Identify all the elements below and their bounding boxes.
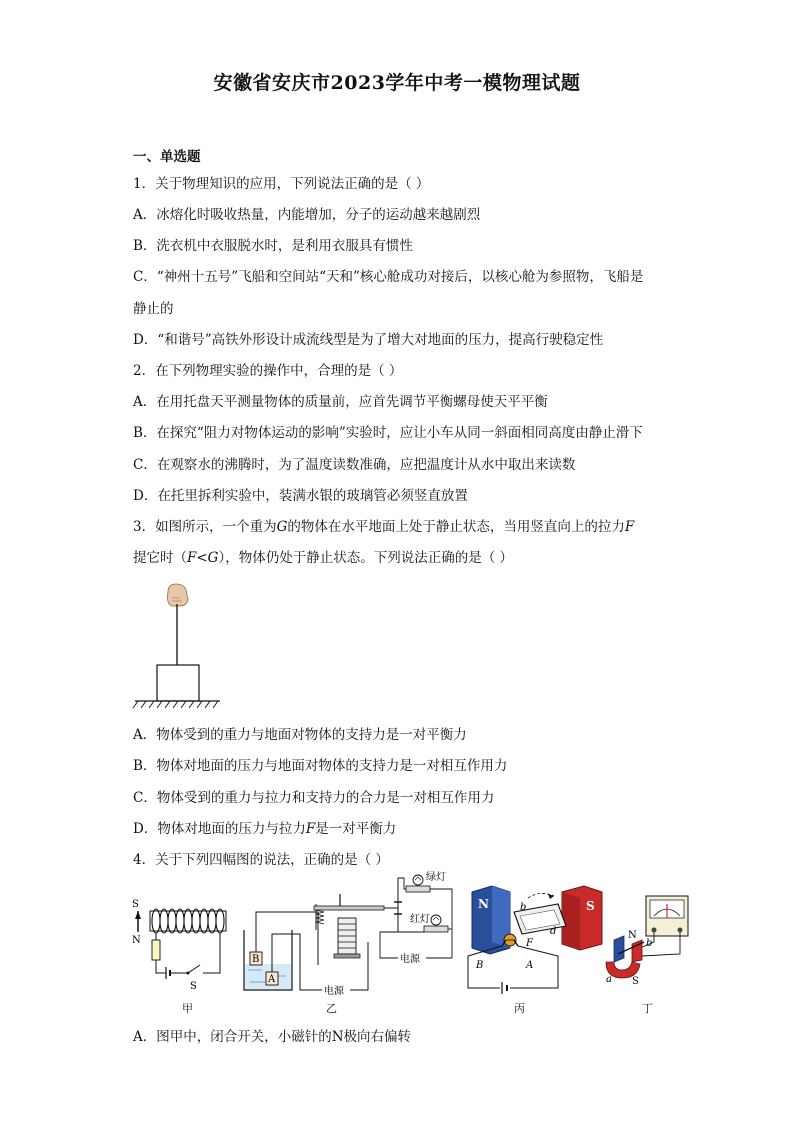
magnet-n-label: N bbox=[478, 897, 489, 911]
figure-jia bbox=[128, 895, 243, 995]
galvanometer bbox=[646, 896, 688, 936]
brush-b-label: B bbox=[476, 960, 484, 971]
end-b-label: b bbox=[646, 938, 653, 949]
section-heading: 一、单选题 bbox=[133, 149, 201, 165]
red-lamp-label: 红灯 bbox=[410, 914, 430, 925]
q2-option-c: C．在观察水的沸腾时，为了温度读数准确，应把温度计从水中取出来读数 bbox=[133, 457, 576, 473]
caption-yi: 乙 bbox=[326, 1002, 337, 1015]
hand-icon bbox=[168, 584, 189, 606]
compass-n-label: N bbox=[132, 935, 141, 946]
magnet-s-label-ding: S bbox=[632, 976, 639, 987]
electrode-b-label: B bbox=[252, 954, 260, 965]
q2-option-d: D．在托里拆利实验中，装满水银的玻璃管必须竖直放置 bbox=[133, 488, 468, 504]
coil-b-label: b bbox=[520, 902, 527, 913]
compass-needle-tip bbox=[135, 911, 141, 919]
q3-symbol-g: G bbox=[276, 519, 288, 535]
wire-right bbox=[510, 946, 558, 988]
q4-option-a: A．图甲中，闭合开关，小磁针的N极向右偏转 bbox=[133, 1029, 412, 1045]
figure-bing bbox=[462, 882, 612, 998]
q3-option-b: B．物体对地面的压力与地面对物体的支持力是一对相互作用力 bbox=[133, 758, 508, 774]
q1-option-c-line1: C．“神州十五号”飞船和空间站“天和”核心舱成功对接后，以核心舱为参照物，飞船是 bbox=[133, 269, 644, 285]
page-title: 安徽省安庆市2023学年中考一模物理试题 bbox=[213, 72, 581, 94]
caption-bing: 丙 bbox=[514, 1002, 525, 1015]
contact-wire bbox=[384, 908, 398, 910]
q3-stem-line1 bbox=[133, 515, 634, 535]
q1-option-c-line2: 静止的 bbox=[133, 301, 174, 317]
solenoid-core bbox=[150, 911, 226, 931]
power-label-yi: 电源 bbox=[324, 986, 344, 997]
figure-yi bbox=[240, 870, 460, 998]
ground-hatching bbox=[133, 701, 218, 708]
q3-stem-text: 提它时（ bbox=[133, 550, 187, 566]
q3-option-a: A．物体受到的重力与地面对物体的支持力是一对平衡力 bbox=[133, 727, 467, 743]
q1-option-b: B．洗衣机中衣服脱水时，是利用衣服具有惯性 bbox=[133, 238, 413, 254]
q4-stem: 4．关于下列四幅图的说法，正确的是（ ） bbox=[133, 852, 389, 868]
caption-ding: 丁 bbox=[642, 1002, 653, 1015]
switch-label: S bbox=[190, 981, 197, 992]
q3-stem-text: 3．如图所示，一个重为 bbox=[133, 519, 277, 535]
q3-stem-line2 bbox=[133, 546, 513, 566]
figure-ding bbox=[600, 892, 696, 988]
q3-figure bbox=[130, 582, 230, 712]
compass-s-label: S bbox=[132, 899, 139, 910]
switch-pivot bbox=[187, 972, 190, 975]
power-label-yi-2: 电源 bbox=[400, 954, 420, 965]
q2-option-b: B．在探究“阻力对物体运动的影响”实验时，应让小车从同一斜面相同高度由静止滑下 bbox=[133, 425, 643, 441]
wire-right bbox=[203, 933, 220, 973]
q3-d-symbol-f: F bbox=[305, 821, 316, 837]
q3-stem-text: ），物体仍处于静止状态。下列说法正确的是（ ） bbox=[218, 550, 514, 566]
q3-option-c: C．物体受到的重力与拉力和支持力的合力是一对相互作用力 bbox=[133, 790, 495, 806]
u-magnet bbox=[606, 936, 642, 978]
armature-bar bbox=[314, 906, 384, 910]
electrode-a-label: A bbox=[268, 974, 276, 985]
lamp-wire bbox=[380, 932, 398, 958]
q2-option-a: A．在用托盘天平测量物体的质量前，应首先调节平衡螺母使天平平衡 bbox=[133, 394, 548, 410]
q1-option-a: A．冰熔化时吸收热量，内能增加，分子的运动越来越剧烈 bbox=[133, 207, 481, 223]
q1-stem: 1．关于物理知识的应用，下列说法正确的是（ ） bbox=[133, 176, 430, 192]
wire-b bbox=[256, 912, 318, 965]
block-object bbox=[157, 665, 199, 701]
magnet-s bbox=[562, 886, 602, 950]
q3-condition: F<G bbox=[187, 550, 219, 566]
q3-option-d bbox=[133, 817, 396, 837]
resistor bbox=[152, 940, 160, 960]
q3-d-text: 是一对平衡力 bbox=[315, 821, 397, 837]
electromagnet bbox=[334, 918, 360, 958]
rotation-arrow-head bbox=[548, 894, 554, 899]
q2-stem: 2．在下列物理实验的操作中，合理的是（ ） bbox=[133, 363, 403, 379]
magnet-s-label: S bbox=[586, 899, 595, 913]
lamp-wire bbox=[398, 878, 406, 889]
q3-stem-text: 的物体在水平地面上处于静止状态，当用竖直向上的拉力 bbox=[287, 519, 625, 535]
force-label: F bbox=[526, 938, 533, 949]
q1-option-d: D．“和谐号”高铁外形设计成流线型是为了增大对地面的压力，提高行驶稳定性 bbox=[133, 332, 604, 348]
magnet-n-label-ding: N bbox=[628, 930, 637, 941]
caption-jia: 甲 bbox=[182, 1002, 193, 1015]
q3-symbol-f: F bbox=[624, 519, 635, 535]
q3-d-text: D．物体对地面的压力与拉力 bbox=[133, 821, 306, 837]
green-lamp-label: 绿灯 bbox=[426, 872, 446, 883]
coil-d-label: d bbox=[550, 926, 557, 937]
switch-arm bbox=[170, 965, 200, 973]
end-a-label: a bbox=[606, 974, 612, 985]
brush-a-label: A bbox=[526, 960, 534, 971]
